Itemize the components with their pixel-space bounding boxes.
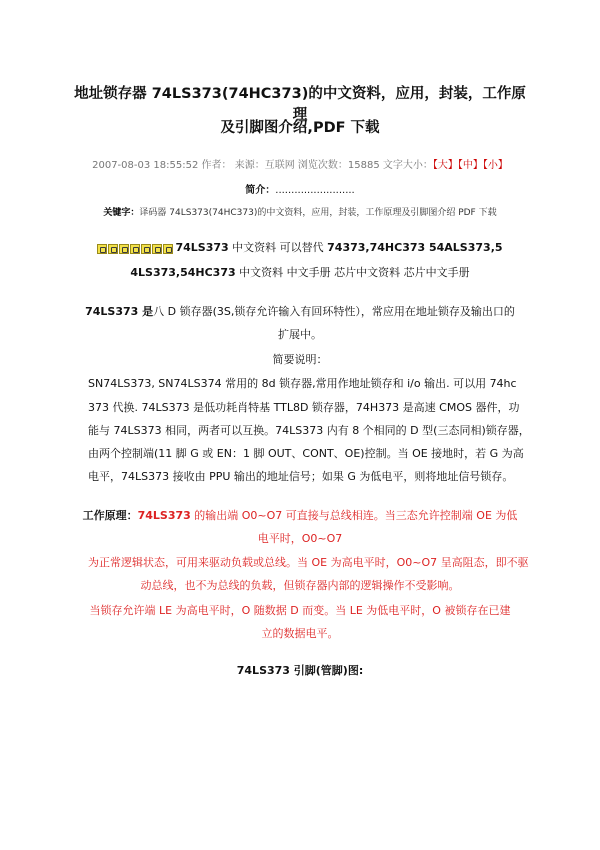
principle-chip-name: 74LS373 <box>137 509 191 522</box>
intro <box>0 181 600 196</box>
summary-line: 电平，74LS373 接收由 PPU 输出的地址信号；如果 G 为低电平，则将地址信号锁存。 <box>88 470 514 483</box>
intro-text: ......................... <box>275 185 355 196</box>
font-size-large-link[interactable]: 【大】 <box>432 160 458 171</box>
publish-date: 2007-08-03 18:55:52 <box>92 160 199 171</box>
summary-line: 373 代换. 74LS373 是低功耗肖特基 TTL8D 锁存器，74H373 是高速 CMOS 器件，功 <box>88 401 520 414</box>
summary-line: 由两个控制端(11 脚 G 或 EN：1 脚 OUT、CONT、OE)控制。当 OE 接地时，若 G 为高 <box>88 447 524 460</box>
principle-line-5: 当锁存允许端 LE 为高电平时，O 随数据 D 而变。当 LE 为低电平时，O 被锁存在已建 <box>89 604 511 617</box>
chip-icon <box>152 244 162 254</box>
summary-heading: 简要说明： <box>272 353 328 366</box>
keywords-text: 译码器 74LS373(74HC373)的中文资料，应用，封装，工作原理及引脚图介绍 PDF 下载 <box>139 208 497 218</box>
principle-line-6: 立的数据电平。 <box>261 627 339 640</box>
keywords <box>0 205 600 218</box>
font-size-label: 文字大小： <box>382 160 433 171</box>
principle-label: 工作原理： <box>82 509 138 522</box>
author-label: 作者： <box>201 160 232 171</box>
keywords-label: 关键字： <box>103 208 140 218</box>
chip-icon <box>130 244 140 254</box>
chip-icon <box>108 244 118 254</box>
article-meta <box>60 156 540 171</box>
font-size-medium-link[interactable]: 【中】 <box>457 160 483 171</box>
pinout-heading <box>0 662 600 678</box>
page-title-line-2: 及引脚图介绍,PDF 下载 <box>220 120 380 136</box>
font-size-small-link[interactable]: 【小】 <box>482 160 508 171</box>
description-line-1 <box>0 303 600 319</box>
source-label: 来源： <box>234 160 265 171</box>
chip-icon <box>163 244 173 254</box>
intro-label: 简介： <box>245 185 276 196</box>
source-value: 互联网 <box>264 160 295 171</box>
chip-name: 74LS373 <box>175 241 229 254</box>
tagline-alternatives-2: 4LS373,54HC373 <box>130 266 236 279</box>
principle-line-3: 为正常逻辑状态，可用来驱动负载或总线。当 OE 为高电平时，O0~O7 呈高阻态，即不驱 <box>88 556 529 569</box>
description-chip-name: 74LS373 是 <box>85 305 154 318</box>
views-label: 浏览次数： <box>297 160 348 171</box>
chip-icon <box>141 244 151 254</box>
views-count: 15885 <box>347 160 380 171</box>
chip-icon <box>119 244 129 254</box>
pinout-chip-name: 74LS373 <box>236 664 290 677</box>
description-text-1: 八 D 锁存器(3S,锁存允许输入有回环特性），常应用在地址锁存及输出口的 <box>153 305 515 318</box>
principle-line-4: 动总线，也不为总线的负载，但锁存器内部的逻辑操作不受影响。 <box>140 579 460 592</box>
tagline-alternatives-1: 74373,74HC373 54ALS373,5 <box>327 241 503 254</box>
tagline-text-1: 中文资料 可以替代 <box>228 241 328 254</box>
chip-icons <box>97 242 174 255</box>
principle-line-2: 电平时，O0~O7 <box>257 532 343 545</box>
description-line-2: 扩展中。 <box>278 328 322 341</box>
chip-icon <box>97 244 107 254</box>
summary-line: SN74LS373, SN74LS374 常用的 8d 锁存器,常用作地址锁存和 i/o 输出. 可以用 74hc <box>88 377 517 390</box>
principle-text-1: 的输出端 O0~O7 可直接与总线相连。当三态允许控制端 OE 为低 <box>190 509 518 522</box>
tagline-line-1 <box>0 239 600 255</box>
tagline-text-2: 中文资料 中文手册 芯片中文资料 芯片中文手册 <box>235 266 470 279</box>
page-title-line-1: 地址锁存器 74LS373(74HC373)的中文资料，应用，封装，工作原理 <box>74 86 526 123</box>
principle-line-1 <box>0 507 600 523</box>
summary-line: 能与 74LS373 相同，两者可以互换。74LS373 内有 8 个相同的 D 型(三态同相)锁存器， <box>88 424 530 437</box>
tagline-line-2 <box>0 264 600 280</box>
pinout-text: 引脚(管脚)图: <box>289 664 364 677</box>
